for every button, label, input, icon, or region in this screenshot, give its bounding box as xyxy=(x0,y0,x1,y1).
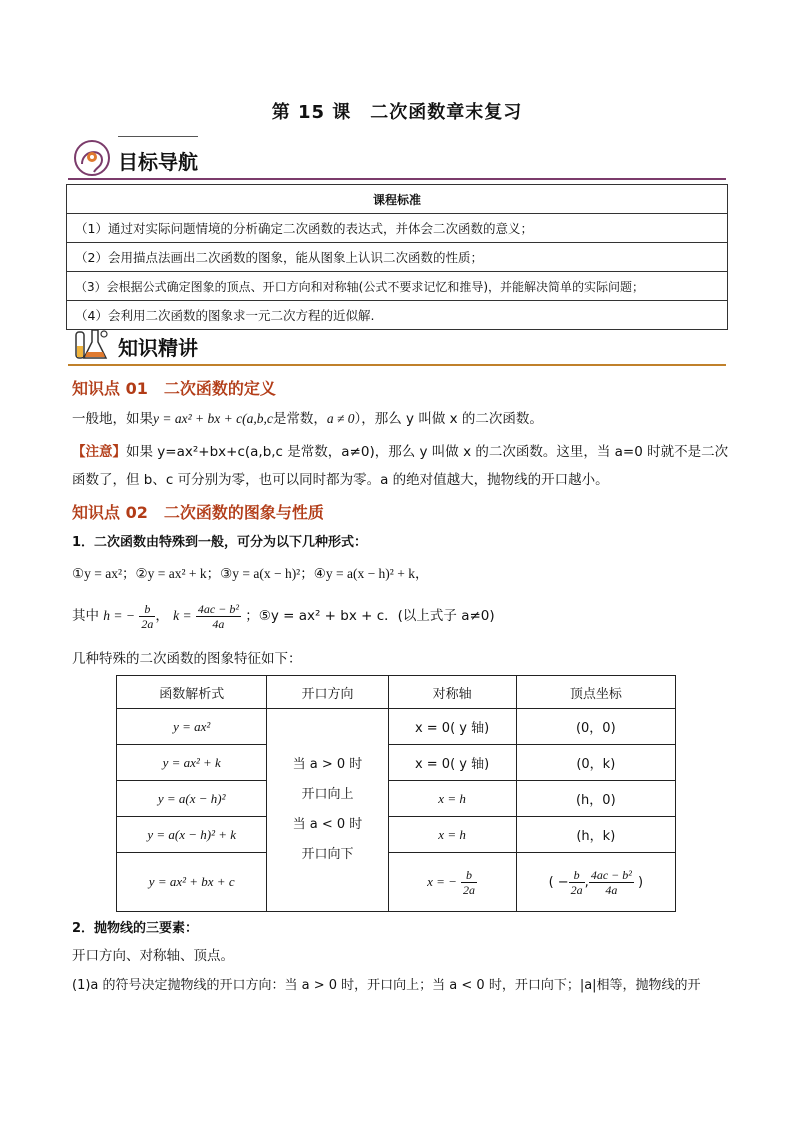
open-direction-cell xyxy=(267,709,388,912)
three-elements: 开口方向、对称轴、顶点。 xyxy=(72,948,234,964)
def-cond: a ≠ 0 xyxy=(326,411,355,426)
formula-cell: y = ax² xyxy=(117,709,267,745)
table-row xyxy=(117,745,676,781)
k-num: 4ac − b² xyxy=(197,601,239,616)
note-tag: 【注意】 xyxy=(72,444,126,460)
h-den: 2a xyxy=(141,616,154,631)
vx-den: 2a xyxy=(570,882,583,897)
vy-num: 4ac − b² xyxy=(590,867,632,882)
formula-cell: y = a(x − h)² xyxy=(117,781,267,817)
vertex-cell: (h，0) xyxy=(516,781,675,817)
vertex-cell: (h，k) xyxy=(516,817,675,853)
flask-icon xyxy=(72,324,112,364)
col-header: 开口方向 xyxy=(267,676,388,709)
standards-table xyxy=(66,184,728,330)
def-post: ），那么 y 叫做 x 的二次函数。 xyxy=(354,411,543,427)
features-table xyxy=(116,675,676,912)
kp2-item2-1: (1)a 的符号决定抛物线的开口方向：当 a > 0 时，开口向上；当 a < 0 时，开口向下；|a|相等，抛物线的开 xyxy=(72,978,701,993)
open-dir-line: 开口向下 xyxy=(301,847,354,862)
col-header: 对称轴 xyxy=(388,676,516,709)
kp2-title: 知识点 02 二次函数的图象与性质 xyxy=(72,503,324,522)
standard-item: （3）会根据公式确定图象的顶点、开口方向和对称轴(公式不要求记忆和推导)，并能解决简单的实际问题； xyxy=(67,272,728,301)
kp2-where: 其中 h = − $\frac{b}{2a}$ ， k = $\frac{\text{4ac − b²}}{4a}$ ；⑤y = ax² + bx + c．(以上式子 a≠0) xyxy=(72,601,495,631)
brain-gear-icon xyxy=(72,138,112,178)
open-dir-line: 当 a < 0 时 xyxy=(292,817,363,832)
axis-den: 2a xyxy=(463,882,476,897)
def-pre: 一般地，如果 xyxy=(72,411,153,427)
vertex-fraction-x xyxy=(569,868,585,897)
table-row xyxy=(117,781,676,817)
standard-item: （2）会用描点法画出二次函数的图象，能从图象上认识二次函数的性质； xyxy=(67,243,728,272)
kp1-definition xyxy=(72,405,732,433)
axis-cell: x = h xyxy=(388,781,516,817)
standards-header: 课程标准 xyxy=(67,185,728,214)
section-header-goals xyxy=(68,136,726,180)
k-label: k = xyxy=(173,608,192,623)
h-num: b xyxy=(139,602,155,617)
formula-cell: y = a(x − h)² + k xyxy=(117,817,267,853)
axis-cell: x = 0( y 轴) xyxy=(388,709,516,745)
vertex-cell: (0，k) xyxy=(516,745,675,781)
k-den: 4a xyxy=(212,616,225,631)
note-text: 如果 y=ax²+bx+c(a,b,c 是常数，a≠0)，那么 y 叫做 x 的二次函数。这里，当 a=0 时就不是二次函数了，但 b、c 可分别为零，也可以同时都为零。a 的绝对值越大，抛物线的开口越小。 xyxy=(72,444,729,488)
open-dir-line: 当 a > 0 时 xyxy=(292,757,363,772)
axis-num: b xyxy=(461,868,477,883)
page-title: 第 15 课 二次函数章末复习 xyxy=(271,102,523,123)
kp2-item1: 1．二次函数由特殊到一般，可分为以下几种形式： xyxy=(72,535,368,550)
standard-item: （4）会利用二次函数的图象求一元二次方程的近似解. xyxy=(67,301,728,330)
k-fraction xyxy=(196,602,241,631)
open-dir-line: 开口向上 xyxy=(301,787,354,802)
table-row xyxy=(117,853,676,912)
table-row xyxy=(117,709,676,745)
table-intro: 几种特殊的二次函数的图象特征如下： xyxy=(72,651,302,667)
vertex-cell: ( − $\frac{b}{2a}$ , $\frac{\text{4ac − b²}}{4a}$ ) xyxy=(516,853,675,912)
table-row xyxy=(117,817,676,853)
formula-cell: y = ax² + k xyxy=(117,745,267,781)
kp1-title: 知识点 01 二次函数的定义 xyxy=(72,379,276,398)
kp2-forms: ①y = ax²；②y = ax² + k；③y = a(x − h)²；④y = a(x − h)² + k， xyxy=(72,566,429,581)
axis-cell xyxy=(388,853,516,912)
def-formula: y = ax² + bx + c(a,b,c xyxy=(153,411,273,426)
where-pre: 其中 xyxy=(72,608,99,624)
def-mid: 是常数， xyxy=(272,411,327,427)
axis-prefix: x = − xyxy=(427,873,457,889)
standard-item: （1）通过对实际问题情境的分析确定二次函数的表达式，并体会二次函数的意义； xyxy=(67,214,728,243)
kp2-item2: 2．抛物线的三要素： xyxy=(72,921,199,936)
h-fraction xyxy=(139,602,155,631)
section-header-knowledge xyxy=(68,322,726,366)
section-title-knowledge: 知识精讲 xyxy=(118,336,198,360)
kp1-note xyxy=(72,438,732,494)
section-title-goals: 目标导航 xyxy=(118,150,198,174)
col-header: 顶点坐标 xyxy=(516,676,675,709)
axis-fraction xyxy=(461,868,477,897)
h-label: h = − xyxy=(103,608,136,623)
col-header: 函数解析式 xyxy=(117,676,267,709)
vertex-cell: (0，0) xyxy=(516,709,675,745)
vy-den: 4a xyxy=(605,882,618,897)
vertex-fraction-y xyxy=(589,868,634,897)
axis-cell: x = h xyxy=(388,817,516,853)
vx-num: b xyxy=(569,868,585,883)
axis-cell: x = 0( y 轴) xyxy=(388,745,516,781)
form5: ；⑤y = ax² + bx + c．(以上式子 a≠0) xyxy=(245,608,495,624)
formula-cell: y = ax² + bx + c xyxy=(117,853,267,912)
